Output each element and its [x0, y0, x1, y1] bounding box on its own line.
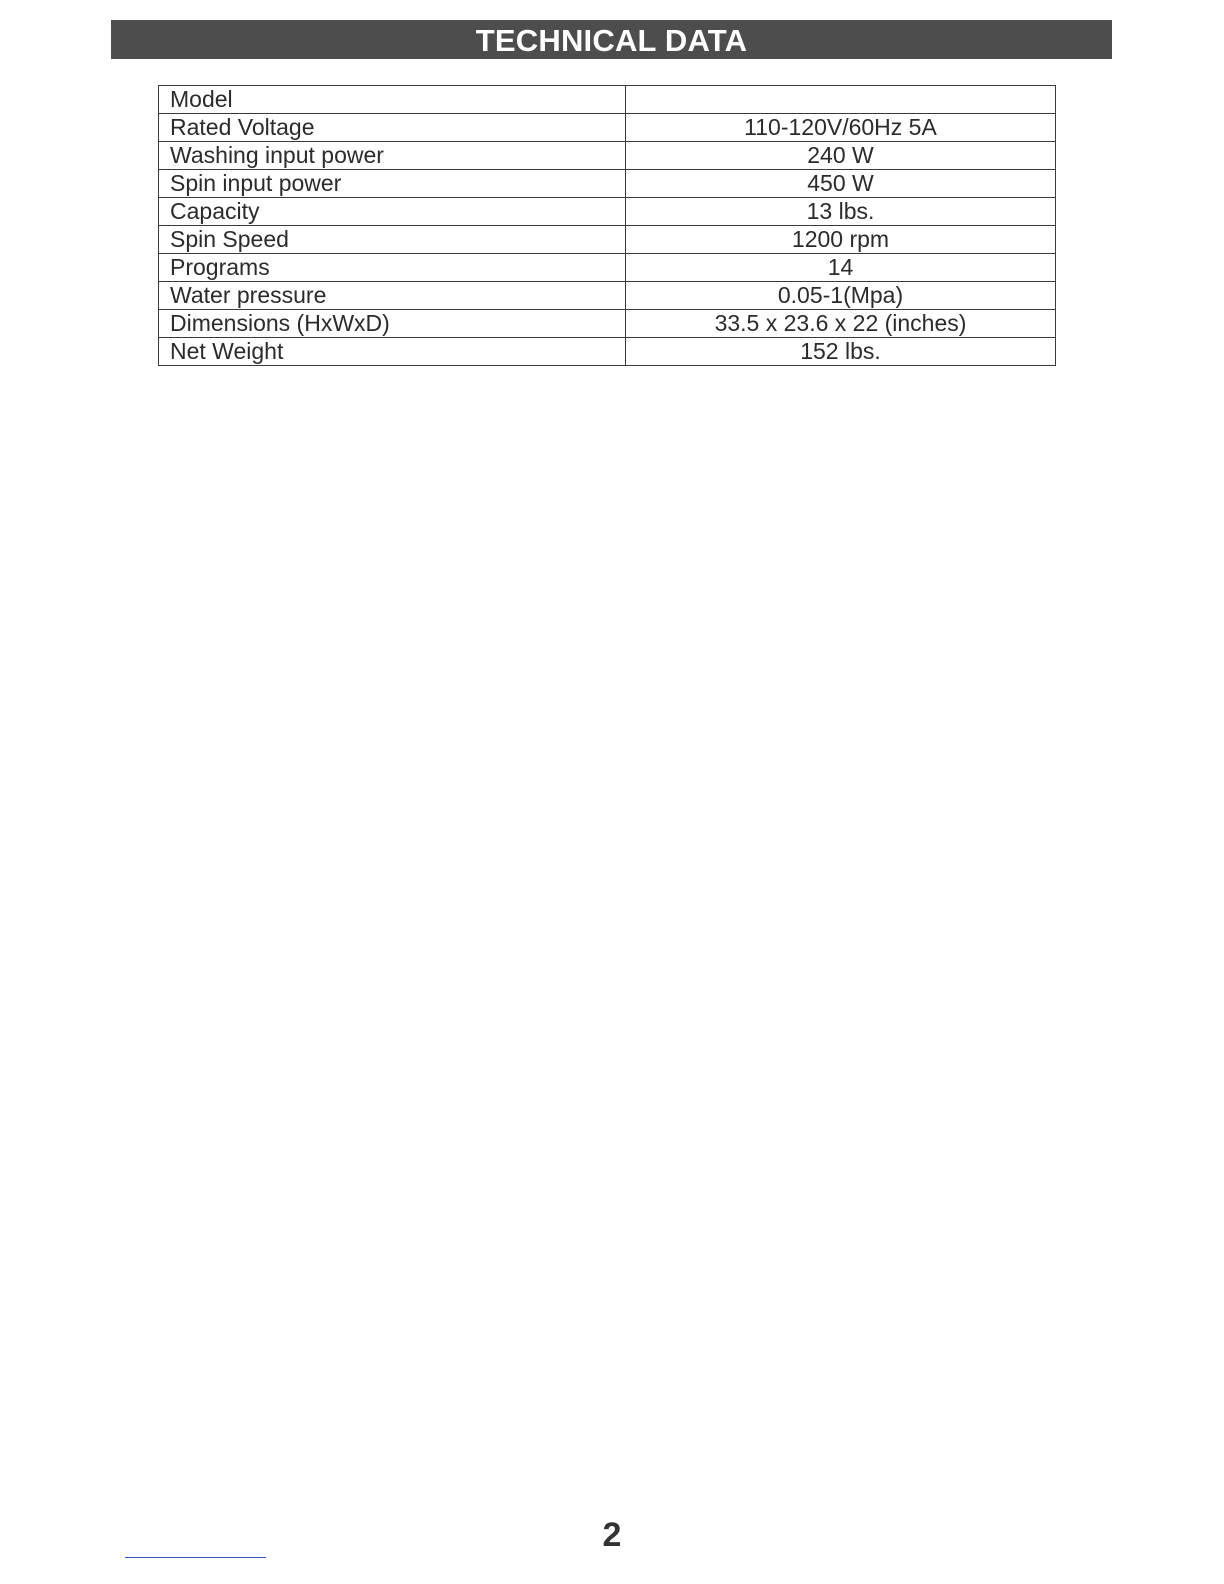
spec-value: [626, 86, 1056, 114]
spec-label: Spin input power: [159, 170, 626, 198]
table-row: [159, 114, 1056, 142]
spec-value: 450 W: [626, 170, 1056, 198]
table-row: [159, 338, 1056, 366]
table-row: [159, 282, 1056, 310]
spec-label: Net Weight: [159, 338, 626, 366]
header-bar: [111, 20, 1112, 59]
spec-value: 33.5 x 23.6 x 22 (inches): [626, 310, 1056, 338]
spec-label: Water pressure: [159, 282, 626, 310]
table-row: [159, 198, 1056, 226]
spec-label: Capacity: [159, 198, 626, 226]
spec-value: 110-120V/60Hz 5A: [626, 114, 1056, 142]
spec-label: Spin Speed: [159, 226, 626, 254]
table-row: [159, 226, 1056, 254]
spec-value: 0.05-1(Mpa): [626, 282, 1056, 310]
spec-label: Programs: [159, 254, 626, 282]
spec-value: 152 lbs.: [626, 338, 1056, 366]
table-row: [159, 170, 1056, 198]
footer-divider: [125, 1557, 266, 1558]
page-title: TECHNICAL DATA: [475, 23, 748, 58]
spec-label: Rated Voltage: [159, 114, 626, 142]
spec-label: Dimensions (HxWxD): [159, 310, 626, 338]
spec-label: Washing input power: [159, 142, 626, 170]
spec-value: 14: [626, 254, 1056, 282]
page-number: 2: [602, 1516, 622, 1554]
spec-value: 240 W: [626, 142, 1056, 170]
table-row: [159, 254, 1056, 282]
spec-value: 1200 rpm: [626, 226, 1056, 254]
spec-value: 13 lbs.: [626, 198, 1056, 226]
technical-data-table: [158, 85, 1056, 366]
table-row: [159, 142, 1056, 170]
spec-label: Model: [159, 86, 626, 114]
table-row: [159, 310, 1056, 338]
table-row: [159, 86, 1056, 114]
